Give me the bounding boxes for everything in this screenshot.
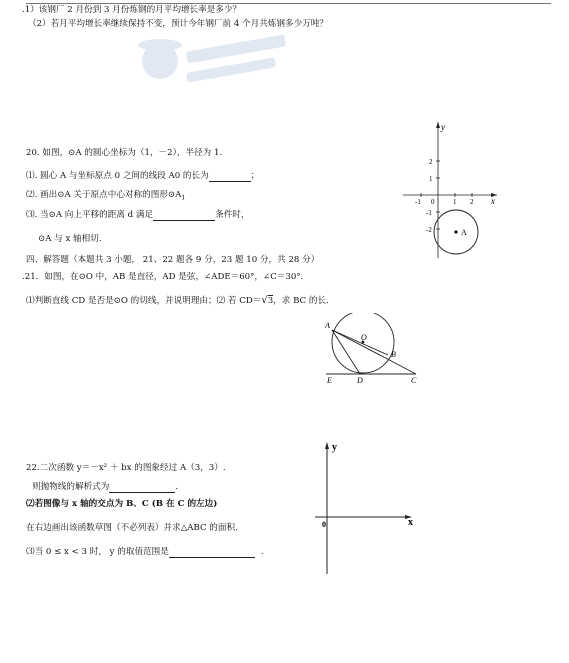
top-rule bbox=[26, 3, 551, 4]
point-a-label: A bbox=[325, 321, 330, 330]
q20-part2: ⑵. 画出⊙A 关于原点中心对称的图形$⊙A_1$ bbox=[26, 190, 186, 202]
y-axis-label: y bbox=[332, 442, 337, 453]
y-tick-label: 2 bbox=[429, 158, 433, 166]
section-heading: 四、解答题（本题共 3 小题， 21、22 题各 9 分，23 题 10 分，共 28 分） bbox=[26, 255, 320, 265]
q21-circle-figure bbox=[318, 313, 428, 391]
q22-part2: ⑵若图像与 x 轴的交点为 B、C (B 在 C 的左边) bbox=[26, 499, 218, 509]
y-tick-label: -2 bbox=[426, 226, 432, 234]
answer-blank[interactable] bbox=[169, 548, 227, 558]
q20-stem: 20. 如图，⊙A 的圆心坐标为（1，－2），半径为 1. bbox=[26, 148, 223, 158]
point-b-label: B bbox=[391, 350, 396, 359]
x-tick-label: 1 bbox=[453, 198, 457, 206]
q19-part1: .1）该钢厂 2 月份到 3 月份炼钢的月平均增长率是多少？ bbox=[22, 5, 242, 15]
q22-stem: 22.二次函数 y＝－x² ＋ bx 的图象经过 A（3，3）. bbox=[26, 463, 226, 473]
y-tick-label: 1 bbox=[429, 175, 433, 183]
q20-coordinate-figure bbox=[395, 118, 505, 268]
q21-parts: ⑴判断直线 CD 是否是⊙O 的切线，并说明理由；⑵ 若 CD＝√3，求 BC 的长. bbox=[26, 295, 329, 306]
q22-part2-cont: 在右边画出该函数草图（不必列表）并求△ABC 的面积. bbox=[26, 523, 238, 533]
q20-part3-cont: ⊙A 与 x 轴相切. bbox=[38, 234, 102, 244]
answer-blank[interactable] bbox=[153, 211, 215, 221]
x-tick-label: 2 bbox=[470, 198, 474, 206]
point-a-label: A bbox=[461, 228, 467, 237]
center-point bbox=[454, 230, 457, 233]
answer-blank[interactable] bbox=[209, 172, 251, 182]
q20-part3: ⑶. 当⊙A 向上平移的距离 d 满足 条件时， bbox=[26, 210, 250, 220]
origin-label: 0 bbox=[431, 198, 435, 206]
y-tick-label: -1 bbox=[426, 209, 432, 217]
point-o-label: O bbox=[361, 333, 367, 342]
q21-stem: .21．如图，在⊙O 中，AB 是直径，AD 是弦，∠ADE＝60°，∠C＝30°． bbox=[22, 272, 310, 282]
point-c-label: C bbox=[411, 376, 417, 385]
point-d-label: D bbox=[357, 376, 363, 385]
q20-part1: ⑴. 圆心 A 与坐标原点 0 之间的线段 A0 的长为 ； bbox=[26, 171, 260, 181]
answer-blank[interactable] bbox=[109, 483, 175, 493]
origin-label: 0 bbox=[322, 520, 326, 529]
watermark-logo bbox=[128, 25, 298, 95]
x-tick-label: -1 bbox=[415, 198, 421, 206]
q22-part3: ⑶当 0 ≤ x < 3 时， y 的取值范围是 . bbox=[26, 547, 264, 557]
y-axis-label: y bbox=[441, 122, 445, 132]
point-e-label: E bbox=[327, 376, 332, 385]
answer-blank[interactable] bbox=[227, 548, 255, 558]
x-axis-label: x bbox=[491, 196, 495, 206]
q22-part1: 则抛物线的解析式为 . bbox=[32, 482, 179, 492]
q19-part2: （2）若月平均增长率继续保持不变，预计今年钢厂前 4 个月共炼钢多少万吨？ bbox=[28, 19, 328, 29]
x-axis-label: x bbox=[408, 517, 413, 528]
q22-coordinate-figure bbox=[315, 438, 425, 578]
